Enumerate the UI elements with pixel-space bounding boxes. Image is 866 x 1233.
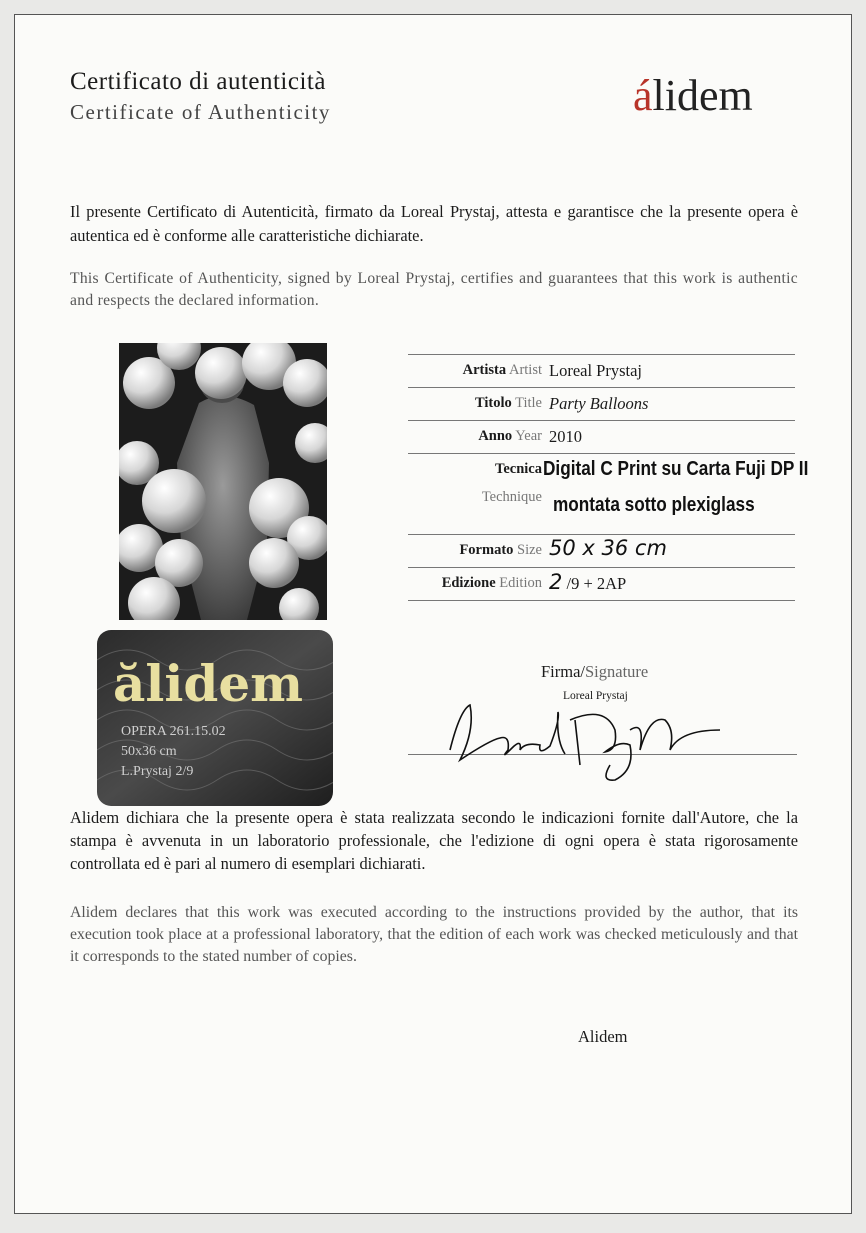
- value-edition: [549, 570, 626, 594]
- details-table: [408, 354, 809, 601]
- hologram-line-1: OPERA 261.15.02: [121, 724, 226, 739]
- edition-handwritten-number: 2: [549, 570, 563, 594]
- label-size: Formato Size: [459, 542, 542, 558]
- signer-name: Loreal Prystaj: [563, 690, 628, 702]
- row-technique: [408, 453, 809, 534]
- label-technique-en: Technique: [481, 489, 542, 505]
- row-size: [408, 534, 795, 567]
- row-edition: [408, 567, 795, 601]
- signature-label: Firma/Signature: [541, 662, 649, 681]
- label-title: Titolo Title: [474, 395, 542, 411]
- value-size: 50 x 36 cm: [549, 536, 667, 560]
- value-title: Party Balloons: [549, 394, 649, 413]
- value-year: 2010: [549, 427, 582, 446]
- value-technique-line-1: Digital C Print su Carta Fuji DP II: [543, 458, 809, 480]
- edition-total: /9 + 2AP: [566, 574, 627, 593]
- row-title: [408, 387, 795, 420]
- declaration-english: Alidem declares that this work was executed according to the instructions provided by the author, that its execution took place at a professional laboratory, that the edition of each work was checked meticulously and that it corresponds to the stated number of copies.: [70, 904, 798, 965]
- brand-rest: lidem: [652, 71, 753, 120]
- title-english: Certificate of Authenticity: [70, 100, 331, 124]
- label-technique-it: Tecnica: [495, 461, 542, 477]
- intro-italian: Il presente Certificato di Autenticità, firmato da Loreal Prystaj, attesta e garantisce che la presente opera è autentica ed è conforme alle caratteristiche dichiarate.: [70, 202, 798, 245]
- footer-signer: Alidem: [578, 1027, 628, 1046]
- artwork-photo: [119, 343, 327, 620]
- hologram-line-2: 50x36 cm: [121, 744, 177, 759]
- row-artist: [408, 354, 795, 387]
- declaration-italian: Alidem dichiara che la presente opera è stata realizzata secondo le indicazioni fornite dall'Autore, che la stampa è avvenuta in un laboratorio professionale, che l'edizione di ogni opera è stata rigorosamente controllata ed è pari al numero di esemplari dichiarati.: [70, 808, 798, 873]
- hologram-line-3: L.Prystaj 2/9: [121, 764, 194, 779]
- handwritten-signature: [430, 690, 730, 785]
- intro-english: This Certificate of Authenticity, signed by Loreal Prystaj, certifies and guarantees that this work is authentic and respects the declared information.: [70, 270, 798, 309]
- hologram-seal: [97, 630, 333, 806]
- value-technique-line-2: montata sotto plexiglass: [553, 494, 755, 516]
- label-year: Anno Year: [478, 428, 542, 444]
- brand-logo: [633, 70, 753, 121]
- label-artist: Artista Artist: [462, 362, 542, 378]
- title-italian: Certificato di autenticità: [70, 68, 326, 95]
- value-artist: Loreal Prystaj: [549, 361, 643, 380]
- brand-accent: á: [633, 71, 653, 120]
- hologram-brand: ălidem: [113, 654, 304, 713]
- row-year: [408, 420, 795, 453]
- label-edition: Edizione Edition: [441, 575, 542, 591]
